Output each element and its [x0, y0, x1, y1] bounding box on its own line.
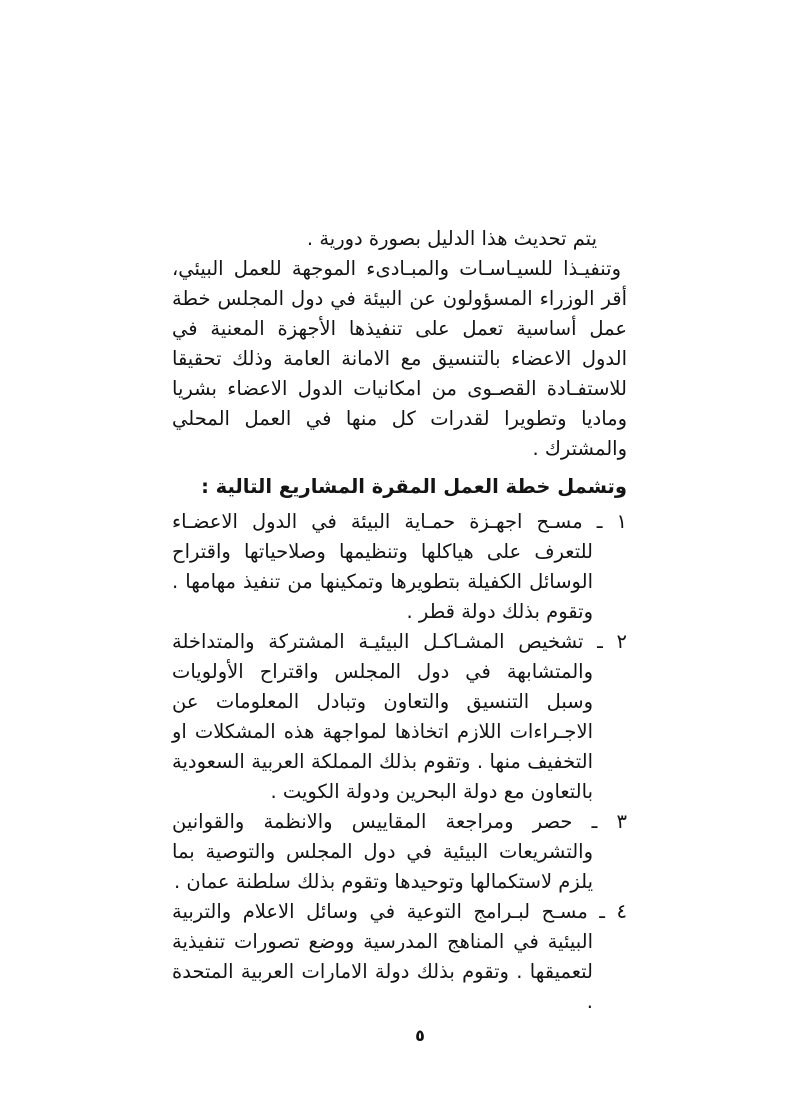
item-number: ٤ ـ: [599, 900, 628, 923]
item-number: ٢ ـ: [597, 630, 628, 653]
intro-paragraph: يتم تحديث هذا الدليل بصورة دورية .: [306, 227, 597, 250]
section-heading: وتشمل خطة العمل المقرة المشاريع التالية :: [201, 475, 627, 498]
item-text: مسـح لبـرامج التوعية في وسائل الاعلام والتربية البيئية في المناهج المدرسية ووضع تصورات تنفيذية لتعميقها . وتقوم بذلك دولة الامارات العربية المتحدة .: [172, 900, 593, 1013]
body-paragraph: وتنفيـذا للسيـاسـات والمبـادىء الموجهة للعمل البيئي، أقر الوزراء المسؤولون عن البيئة في دول المجلس خطة عمل أساسية تعمل على تنفيذها الأجهزة المعنية في الدول الاعضاء بالتنسيق مع الامانة العامة وذلك تحقيقا للاستفـادة القصـوى من امكانيات الدول الاعضاء بشريا وماديا وتطويرا لقدرات كل منها في العمل المحلي والمشترك .: [172, 257, 627, 460]
list-item: [172, 897, 627, 1017]
page-content: [172, 224, 627, 1017]
list-item: [172, 627, 627, 807]
page-number: ٥: [415, 1026, 425, 1045]
list-item: [172, 507, 627, 627]
item-text: حصر ومراجعة المقاييس والانظمة والقوانين والتشريعات البيئية في دول المجلس والتوصية بما يلزم لاستكمالها وتوحيدها وتقوم بذلك سلطنة عمان .: [172, 810, 593, 893]
item-text: مسـح اجهـزة حمـاية البيئة في الدول الاعضـاء للتعرف على هياكلها وتنظيمها وصلاحياتها واقتراح الوسائل الكفيلة بتطويرها وتمكينها من تنفيذ مهامها . وتقوم بذلك دولة قطر .: [172, 510, 593, 623]
list-item: [172, 807, 627, 897]
project-list: [172, 507, 627, 1017]
item-number: ٣ ـ: [591, 810, 627, 833]
item-number: ١ ـ: [596, 510, 627, 533]
item-text: تشخيص المشـاكـل البيئيـة المشتركة والمتداخلة والمتشابهة في دول المجلس واقتراح الأولويات وسبل التنسيق والتعاون وتبادل المعلومات عن الاجـراءات اللازم اتخاذها لمواجهة هذه المشكلات او التخفيف منها . وتقوم بذلك المملكة العربية السعودية بالتعاون مع دولة البحرين ودولة الكويت .: [172, 630, 593, 803]
